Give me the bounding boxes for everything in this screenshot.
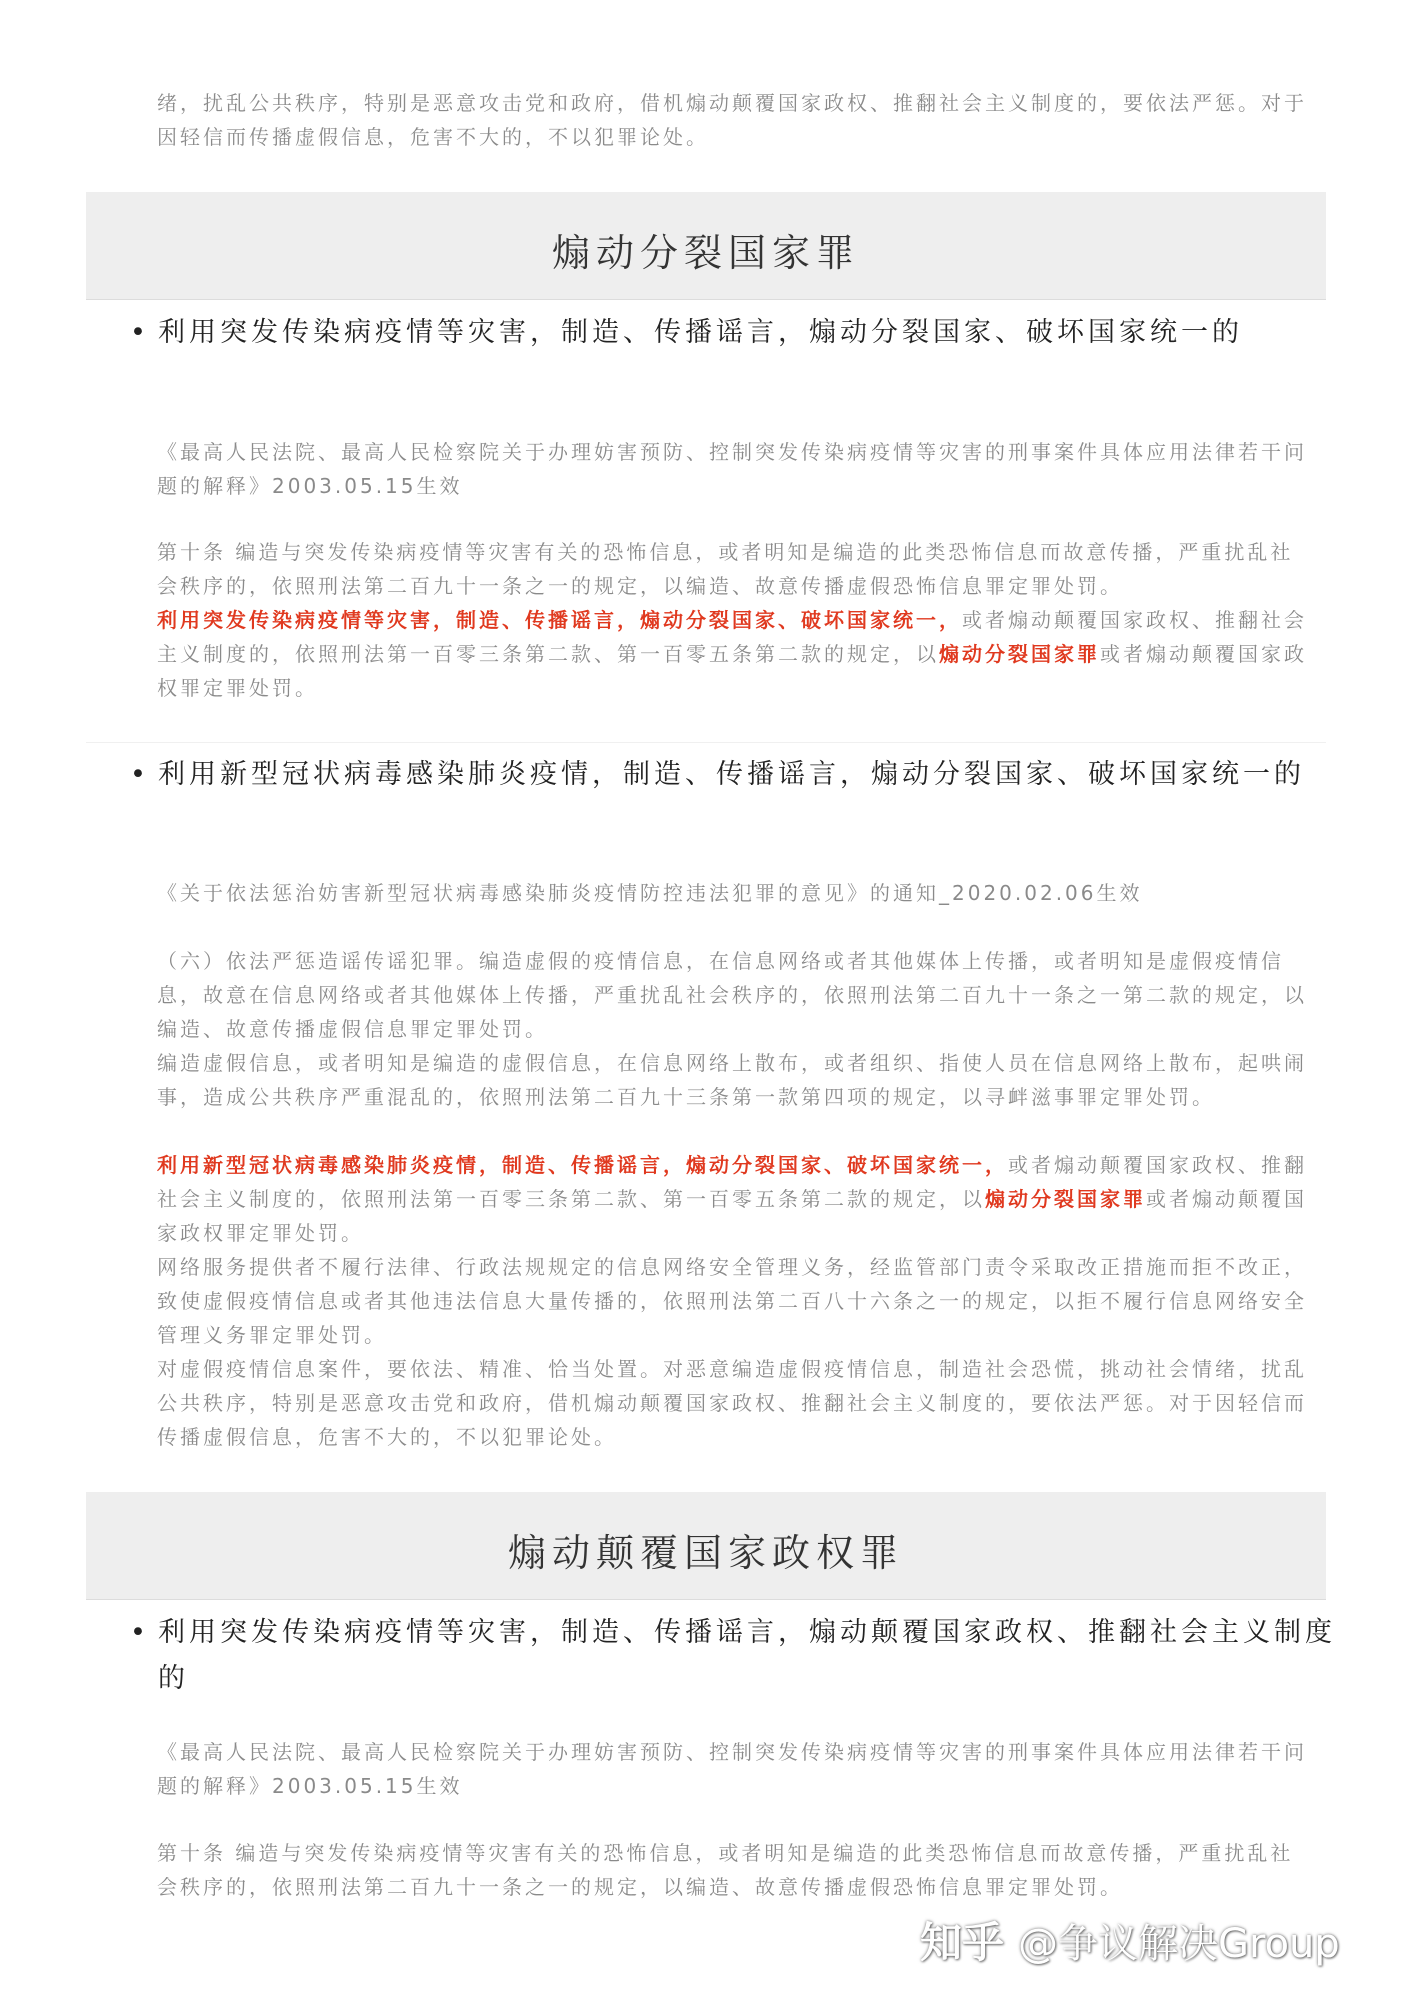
case-source: 《关于依法惩治妨害新型冠状病毒感染肺炎疫情防控违法犯罪的意见》的通知_2020.02.06生效 <box>157 881 1143 905</box>
watermark <box>920 1910 1340 1970</box>
case-heading-text: 利用突发传染病疫情等灾害，制造、传播谣言，煽动颠覆国家政权、推翻社会主义制度的 <box>158 1617 1336 1694</box>
bullet-icon: • <box>130 759 150 790</box>
plain-text: 或者煽动颠覆国家政权、推翻社会主义制度的，依照刑法第一百零三条第二款、第一百零五条第二款的规定，以 <box>157 1153 1307 1211</box>
case-paragraph-highlighted <box>157 603 1307 705</box>
case-paragraph: 网络服务提供者不履行法律、行政法规规定的信息网络安全管理义务，经监管部门责令采取改正措施而拒不改正，致使虚假疫情信息或者其他违法信息大量传播的，依照刑法第二百八十六条之一的规定，以拒不履行信息网络安全管理义务罪定罪处罚。 <box>157 1255 1307 1347</box>
section-header-incitement-subversion <box>86 1492 1326 1600</box>
case-heading-text: 利用新型冠状病毒感染肺炎疫情，制造、传播谣言，煽动分裂国家、破坏国家统一的 <box>158 759 1305 790</box>
case-paragraph: 第十条 编造与突发传染病疫情等灾害有关的恐怖信息，或者明知是编造的此类恐怖信息而故意传播，严重扰乱社会秩序的，依照刑法第二百九十一条之一的规定，以编造、故意传播虚假恐怖信息罪定罪处罚。 <box>157 1841 1294 1899</box>
case-source: 《最高人民法院、最高人民检察院关于办理妨害预防、控制突发传染病疫情等灾害的刑事案件具体应用法律若干问题的解释》2003.05.15生效 <box>157 440 1307 498</box>
watermark-handle: @争议解决Group <box>1018 1920 1340 1967</box>
case-heading-text: 利用突发传染病疫情等灾害，制造、传播谣言，煽动分裂国家、破坏国家统一的 <box>158 317 1243 348</box>
bullet-icon: • <box>130 1617 150 1648</box>
highlight-text: 煽动分裂国家罪 <box>985 1187 1146 1211</box>
case-paragraph-highlighted <box>157 1148 1307 1250</box>
case-paragraph: （六）依法严惩造谣传谣犯罪。编造虚假的疫情信息，在信息网络或者其他媒体上传播，或者明知是虚假疫情信息，故意在信息网络或者其他媒体上传播，严重扰乱社会秩序的，依照刑法第二百九十一条之一第二款的规定，以编造、故意传播虚假信息罪定罪处罚。 <box>157 949 1307 1041</box>
case-paragraph: 第十条 编造与突发传染病疫情等灾害有关的恐怖信息，或者明知是编造的此类恐怖信息而故意传播，严重扰乱社会秩序的，依照刑法第二百九十一条之一的规定，以编造、故意传播虚假恐怖信息罪定罪处罚。 <box>157 540 1294 598</box>
section-title: 煽动颠覆国家政权罪 <box>507 1531 904 1575</box>
highlight-text: 煽动分裂国家罪 <box>939 642 1100 666</box>
highlight-text: 利用新型冠状病毒感染肺炎疫情，制造、传播谣言，煽动分裂国家、破坏国家统一， <box>157 1153 1008 1177</box>
plain-text: 或者煽动颠覆国家政权、推翻社会主义制度的，依照刑法第一百零三条第二款、第一百零五条第二款的规定，以 <box>157 608 1307 666</box>
divider <box>86 742 1326 743</box>
top-paragraph: 绪，扰乱公共秩序，特别是恶意攻击党和政府，借机煽动颠覆国家政权、推翻社会主义制度的，要依法严惩。对于因轻信而传播虚假信息，危害不大的，不以犯罪论处。 <box>157 91 1307 149</box>
plain-text: 或者煽动颠覆国家政权罪定罪处罚。 <box>157 642 1307 700</box>
case-heading <box>130 1610 1358 1702</box>
case-paragraph: 编造虚假信息，或者明知是编造的虚假信息，在信息网络上散布，或者组织、指使人员在信息网络上散布，起哄闹事，造成公共秩序严重混乱的，依照刑法第二百九十三条第一款第四项的规定，以寻衅滋事罪定罪处罚。 <box>157 1051 1307 1109</box>
case-source: 《最高人民法院、最高人民检察院关于办理妨害预防、控制突发传染病疫情等灾害的刑事案件具体应用法律若干问题的解释》2003.05.15生效 <box>157 1740 1307 1798</box>
zhihu-logo: 知乎 <box>920 1918 1005 1967</box>
plain-text: 或者煽动颠覆国家政权罪定罪处罚。 <box>157 1187 1307 1245</box>
case-paragraph: 对虚假疫情信息案件，要依法、精准、恰当处置。对恶意编造虚假疫情信息，制造社会恐慌，挑动社会情绪，扰乱公共秩序，特别是恶意攻击党和政府，借机煽动颠覆国家政权、推翻社会主义制度的，要依法严惩。对于因轻信而传播虚假信息，危害不大的，不以犯罪论处。 <box>157 1357 1307 1449</box>
case-heading <box>130 310 1358 356</box>
bullet-icon: • <box>130 317 150 348</box>
section-title: 煽动分裂国家罪 <box>551 231 860 275</box>
highlight-text: 利用突发传染病疫情等灾害，制造、传播谣言，煽动分裂国家、破坏国家统一， <box>157 608 962 632</box>
case-heading <box>130 752 1358 798</box>
section-header-incitement-split <box>86 192 1326 300</box>
